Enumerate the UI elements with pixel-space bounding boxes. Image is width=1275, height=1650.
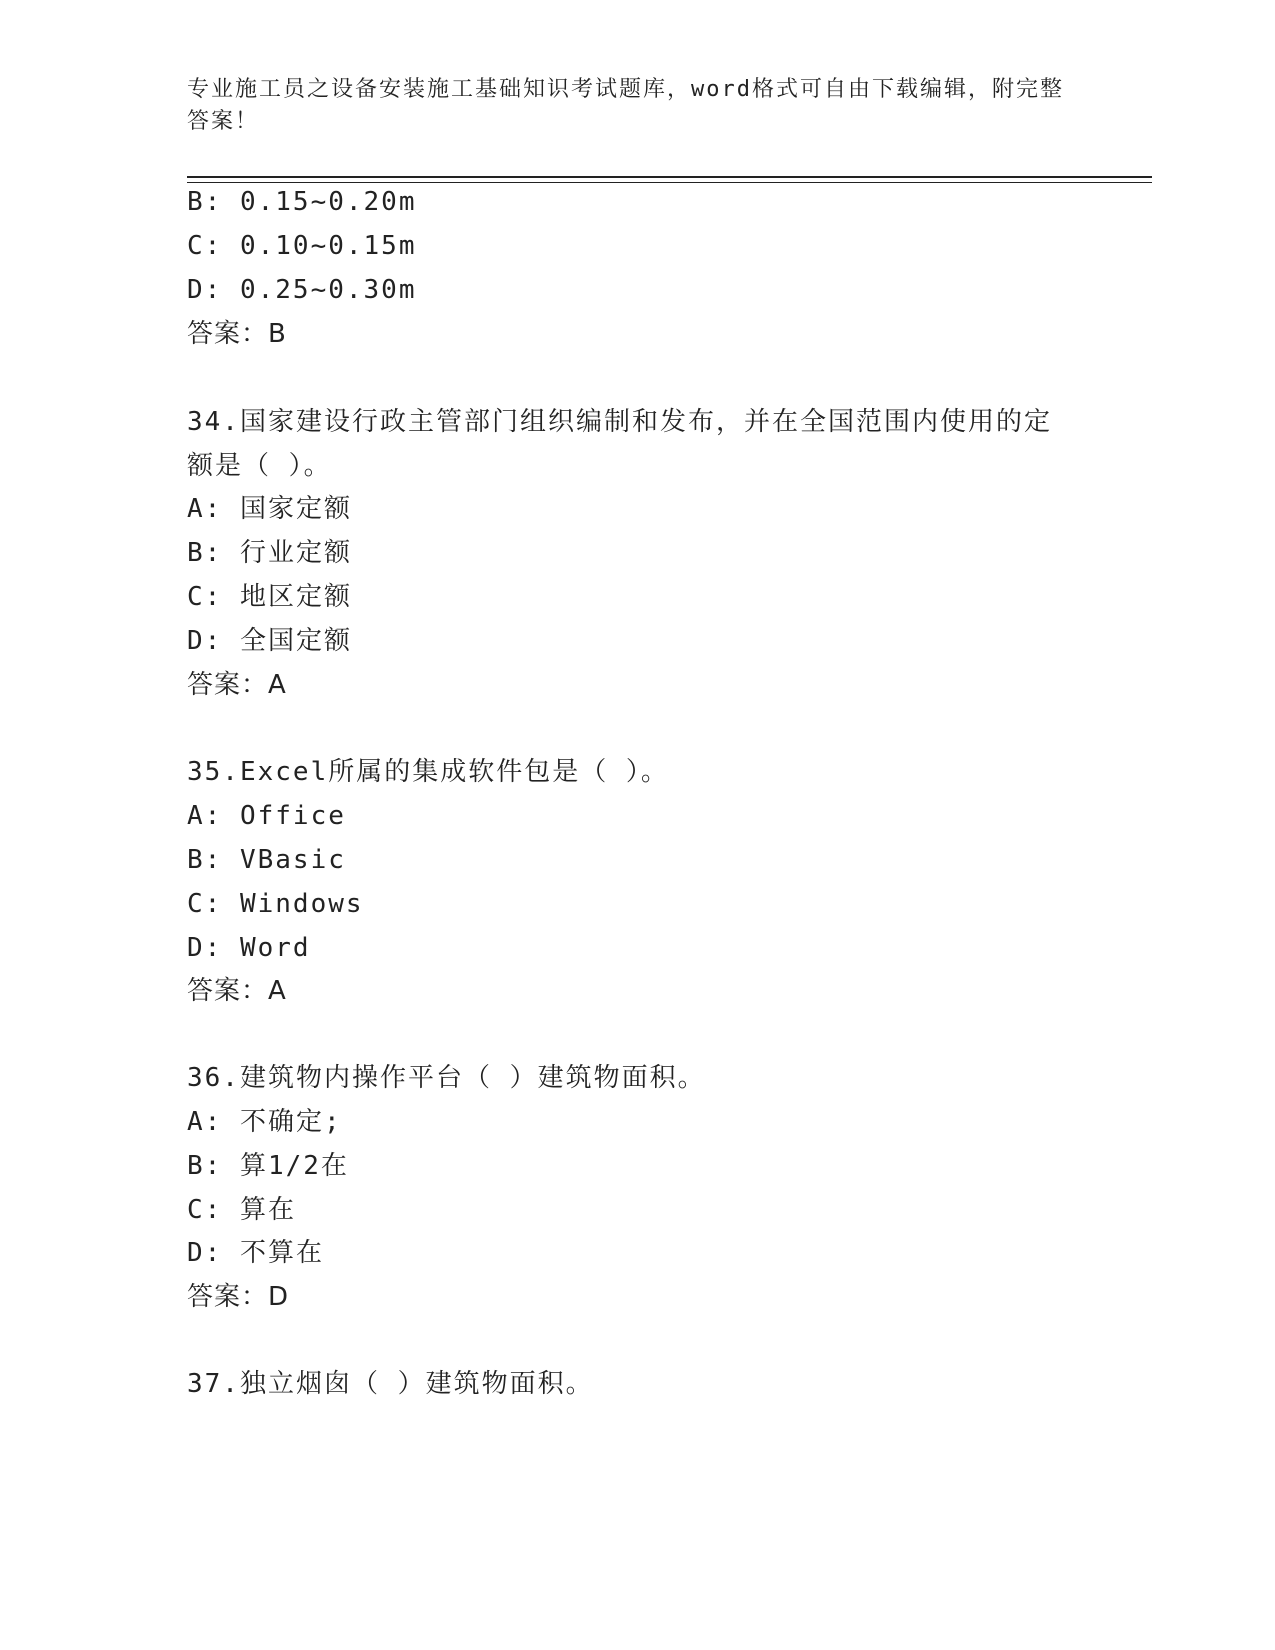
q34-option-a: A: 国家定额 (187, 494, 352, 524)
header-rule-thick (187, 176, 1152, 178)
q33-option-d: D: 0.25~0.30m (187, 275, 417, 305)
q33-answer: 答案：B (187, 319, 287, 349)
q34-answer: 答案：A (187, 670, 287, 700)
q35-option-d: D: Word (187, 933, 311, 963)
q34-option-b: B: 行业定额 (187, 538, 352, 568)
q35-option-a: A: Office (187, 801, 346, 831)
q35-option-c: C: Windows (187, 889, 364, 919)
q36-option-c: C: 算在 (187, 1195, 296, 1225)
q36-option-b: B: 算1/2在 (187, 1151, 349, 1181)
q34-question: 34.国家建设行政主管部门组织编制和发布，并在全国范围内使用的定额是（ ）。 (187, 407, 1052, 481)
q36-question: 36.建筑物内操作平台（ ）建筑物面积。 (187, 1063, 706, 1093)
q33-option-c: C: 0.10~0.15m (187, 231, 417, 261)
q34-option-c: C: 地区定额 (187, 582, 352, 612)
q35-question: 35.Excel所属的集成软件包是（ ）。 (187, 757, 669, 787)
header-rule-thin (187, 182, 1152, 183)
q35-option-b: B: VBasic (187, 845, 346, 875)
q35-answer: 答案：A (187, 976, 287, 1006)
document-header: 专业施工员之设备安装施工基础知识考试题库，word格式可自由下载编辑，附完整答案！ (187, 77, 1064, 134)
q33-option-b: B: 0.15~0.20m (187, 187, 417, 217)
q34-option-d: D: 全国定额 (187, 626, 352, 656)
q36-answer: 答案：D (187, 1282, 290, 1312)
q36-option-d: D: 不算在 (187, 1238, 324, 1268)
q37-question: 37.独立烟囱（ ）建筑物面积。 (187, 1369, 594, 1399)
q36-option-a: A: 不确定; (187, 1107, 342, 1137)
